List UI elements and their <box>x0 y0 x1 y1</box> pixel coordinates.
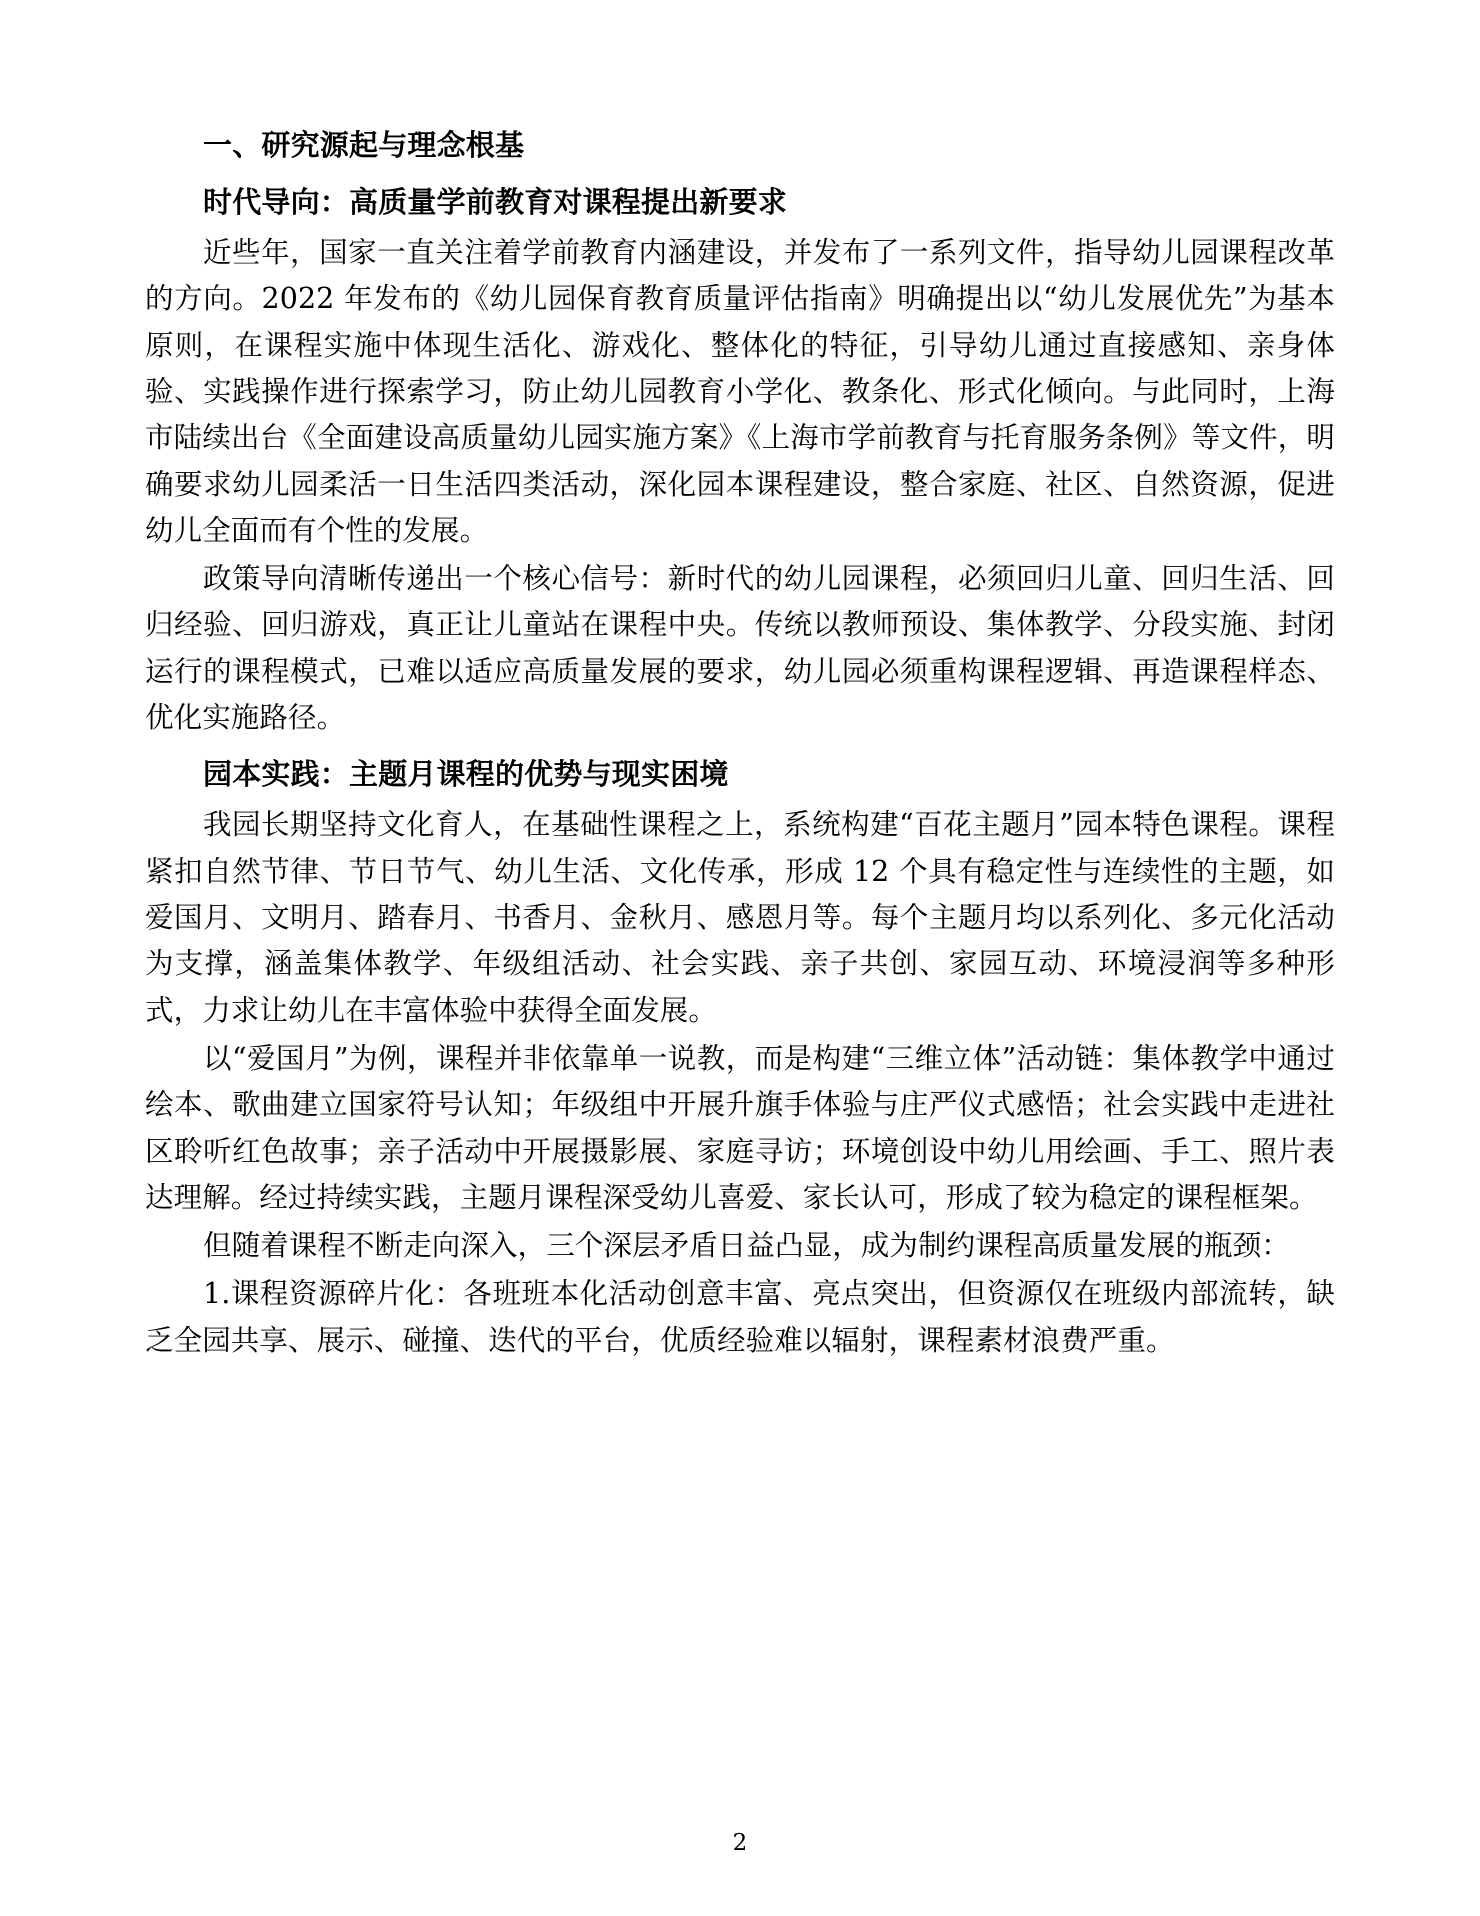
paragraph-patriotism-month-example: 以“爱国月”为例，课程并非依靠单一说教，而是构建“三维立体”活动链：集体教学中通过绘本、歌曲建立国家符号认知；年级组中开展升旗手体验与庄严仪式感悟；社会实践中走进社区聆听红色故事；亲子活动中开展摄影展、家庭寻访；环境创设中幼儿用绘画、手工、照片表达理解。经过持续实践，主题月课程深受幼儿喜爱、家长认可，形成了较为稳定的课程框架。 <box>145 1041 1335 1214</box>
page-number: 2 <box>732 1830 748 1856</box>
paragraph-resource-fragmentation: 1.课程资源碎片化：各班班本化活动创意丰富、亮点突出，但资源仅在班级内部流转，缺乏全园共享、展示、碰撞、迭代的平台，优质经验难以辐射，课程素材浪费严重。 <box>145 1277 1335 1357</box>
paragraph-theme-month-curriculum: 我园长期坚持文化育人，在基础性课程之上，系统构建“百花主题月”园本特色课程。课程紧扣自然节律、节日节气、幼儿生活、文化传承，形成 12 个具有稳定性与连续性的主题，如爱国月、文明月、踏春月、书香月、金秋月、感恩月等。每个主题月均以系列化、多元化活动为支撑，涵盖集体教学、年级组活动、社会实践、亲子共创、家园互动、环境浸润等多种形式，力求让幼儿在丰富体验中获得全面发展。 <box>145 808 1335 1027</box>
paragraph-policy-background: 近些年，国家一直关注着学前教育内涵建设，并发布了一系列文件，指导幼儿园课程改革的方向。2022 年发布的《幼儿园保育教育质量评估指南》明确提出以“幼儿发展优先”为基本原则，在课程实施中体现生活化、游戏化、整体化的特征，引导幼儿通过直接感知、亲身体验、实践操作进行探索学习，防止幼儿园教育小学化、教条化、形式化倾向。与此同时，上海市陆续出台《全面建设高质量幼儿园实施方案》《上海市学前教育与托育服务条例》等文件，明确要求幼儿园柔活一日生活四类活动，深化园本课程建设，整合家庭、社区、自然资源，促进幼儿全面而有个性的发展。 <box>145 235 1335 547</box>
document-body <box>145 122 1335 1364</box>
paragraph-three-contradictions: 但随着课程不断走向深入，三个深层矛盾日益凸显，成为制约课程高质量发展的瓶颈： <box>203 1229 1290 1263</box>
subheading-era-orientation: 时代导向：高质量学前教育对课程提出新要求 <box>203 184 788 219</box>
paragraph-policy-signal: 政策导向清晰传递出一个核心信号：新时代的幼儿园课程，必须回归儿童、回归生活、回归经验、回归游戏，真正让儿童站在课程中央。传统以教师预设、集体教学、分段实施、封闭运行的课程模式，已难以适应高质量发展的要求，幼儿园必须重构课程逻辑、再造课程样态、优化实施路径。 <box>145 562 1335 735</box>
section-heading: 一、研究源起与理念根基 <box>203 128 525 162</box>
subheading-school-practice: 园本实践：主题月课程的优势与现实困境 <box>203 757 729 792</box>
